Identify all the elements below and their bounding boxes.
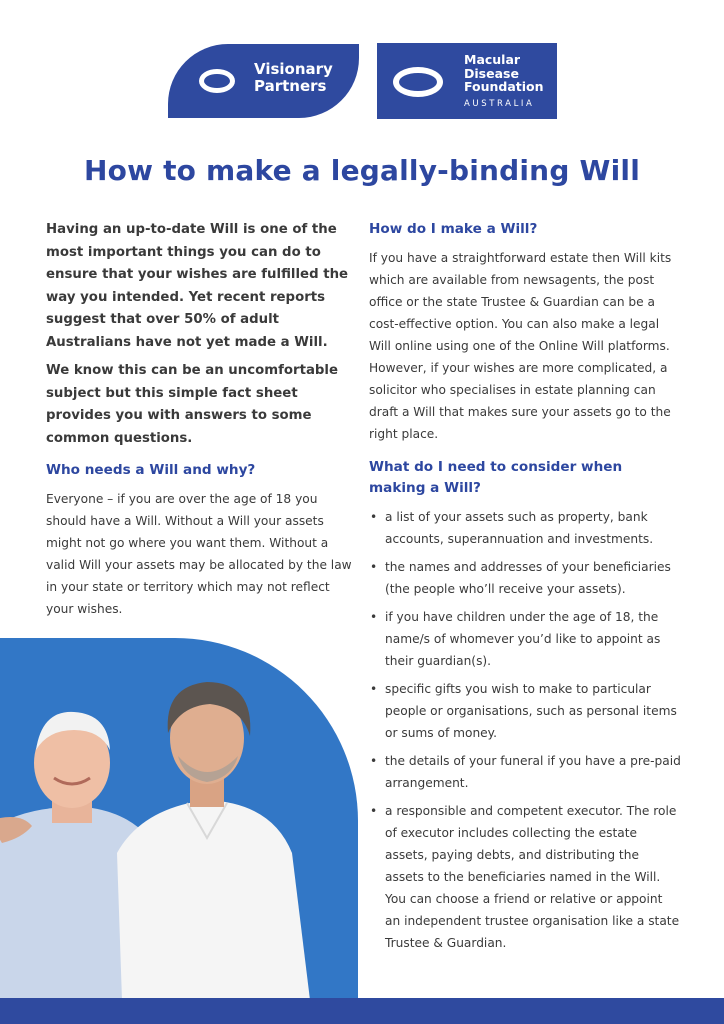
mdf-wordmark	[464, 53, 544, 94]
logo-line: Macular	[464, 52, 521, 67]
visionary-partners-logo	[168, 44, 359, 118]
list-item: • a responsible and competent executor. The role of executor includes collecting the estate assets, paying debts, and distributing the assets to the beneficiaries named in the Will. You can choose a friend or relative or appoint an independent trustee organisation like a state Trustee & Guardian.	[369, 800, 681, 954]
list-item: • a list of your assets such as property, bank accounts, superannuation and investments.	[369, 506, 681, 550]
consider-list	[369, 506, 681, 954]
eye-icon	[199, 69, 235, 93]
how-make-will-body: If you have a straightforward estate then Will kits which are available from newsagents, the post office or the state Trustee & Guardian can be a cost-effective option. You can also make a legal Will online using one of the Online Will platforms. However, if your wishes are more complicated, a solicitor who specialises in estate planning can draft a Will that makes sure your assets go to the right place.	[369, 251, 672, 441]
younger-man-shirt	[117, 800, 310, 1000]
list-item: • if you have children under the age of 18, the name/s of whomever you’d like to appoint as their guardian(s).	[369, 606, 681, 672]
who-needs-will-heading: Who needs a Will and why?	[46, 462, 256, 478]
list-item: • specific gifts you wish to make to particular people or organisations, such as personal items or sums of money.	[369, 678, 681, 744]
right-column	[369, 219, 681, 960]
how-make-will-heading: How do I make a Will?	[369, 221, 538, 237]
logo-line: Visionary	[254, 60, 333, 78]
list-item: • the details of your funeral if you have a pre-paid arrangement.	[369, 750, 681, 794]
photo-two-men	[0, 638, 358, 1000]
list-item: • the names and addresses of your beneficiaries (the people who’ll receive your assets).	[369, 556, 681, 600]
who-needs-will-body: Everyone – if you are over the age of 18 you should have a Will. Without a Will your assets might not go where you want them. Without a valid Will your assets may be allocated by the law in your state or territory which may not reflect your wishes.	[46, 492, 352, 616]
footer-bar	[0, 998, 724, 1024]
intro-paragraph-2: We know this can be an uncomfortable subject but this simple fact sheet provides you with answers to some common questions.	[46, 363, 339, 446]
macular-disease-foundation-logo	[377, 43, 557, 119]
left-column	[46, 219, 360, 620]
logo-line: Disease	[464, 65, 519, 81]
page-title: How to make a legally-binding Will	[84, 154, 640, 187]
logo-line: Partners	[254, 77, 327, 95]
visionary-partners-wordmark	[254, 61, 333, 95]
photo-illustration	[0, 638, 358, 1000]
logo-line: Foundation	[464, 79, 544, 94]
eye-icon	[393, 67, 443, 97]
intro-paragraph: Having an up-to-date Will is one of the most important things you can do to ensure that your wishes are fulfilled the way you intended. Yet recent reports suggest that over 50% of adult Australians have not yet made a Will.	[46, 222, 349, 350]
logo-subline: AUSTRALIA	[464, 99, 535, 109]
consider-heading: What do I need to consider when making a Will?	[369, 459, 623, 496]
